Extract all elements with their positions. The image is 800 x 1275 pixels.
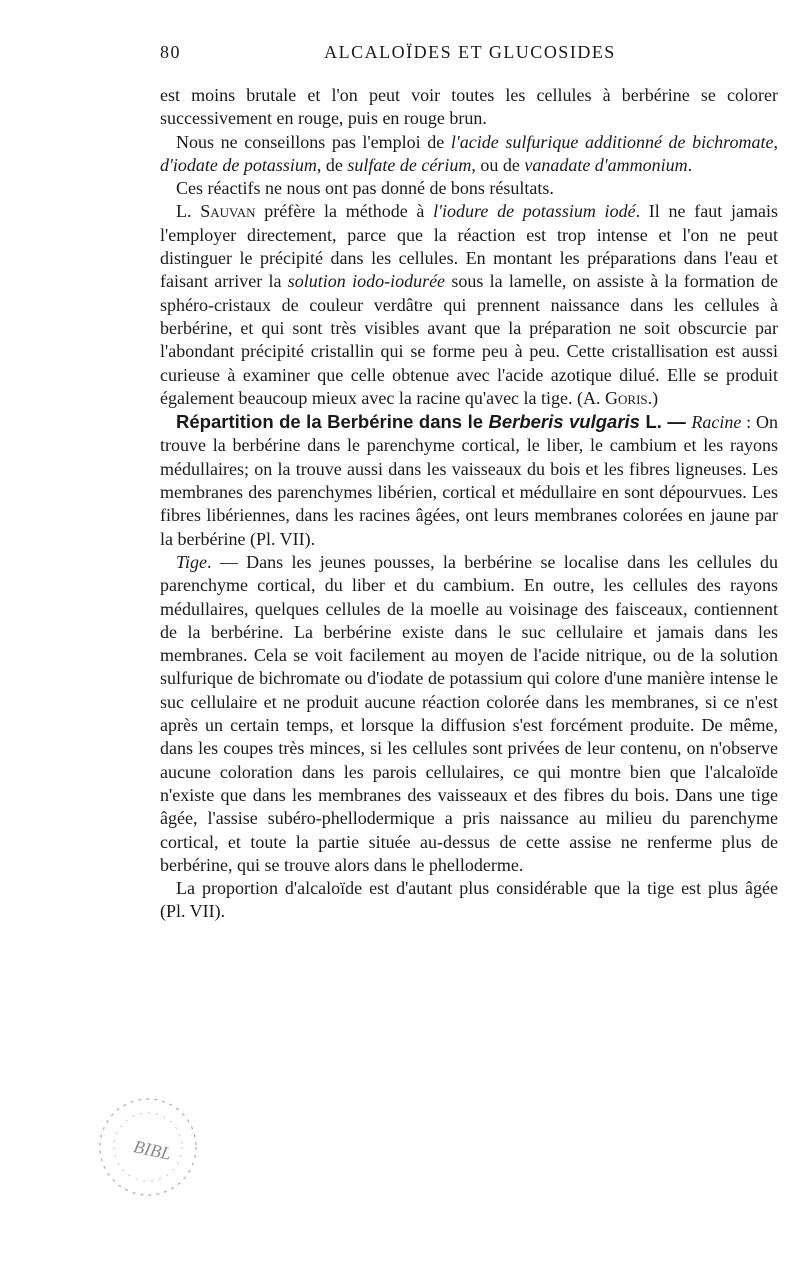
- body-text: [160, 84, 778, 924]
- library-stamp-icon: [86, 1085, 216, 1215]
- text-run: l'iodure de potassium iodé: [433, 201, 636, 222]
- text-run: solution iodo-iodurée: [287, 271, 446, 292]
- page-number: 80: [160, 42, 181, 62]
- text-run: sulfate de cérium: [347, 154, 472, 175]
- text-run: L. —: [639, 411, 692, 433]
- text-run: , de: [316, 154, 348, 175]
- paragraph: [160, 877, 778, 924]
- text-run: L.: [176, 201, 201, 222]
- text-run: sous la lamelle, on assiste à la formation de sphéro-cristaux de couleur verdâtre qui prennent naissance dans les cellules à berbérine, et qui sont très visibles avant que la préparation ne soit obscurcie par l'abondant précipité cristallin qui se forme peu à peu. Cette cristallisation est aussi curieuse à examiner que celle obtenue avec l'acide azotique dilué. Elle se produit également beaucoup mieux avec la racine qu'avec la tige. (A.: [160, 271, 778, 408]
- text-run: La proportion d'alcaloïde est d'autant plus considérable que la tige est plus âgée (Pl. VII).: [160, 878, 778, 922]
- paragraph: [160, 131, 778, 178]
- text-run: d'iodate de potassium: [160, 154, 317, 175]
- text-run: , ou de: [471, 154, 525, 175]
- text-run: Goris: [605, 387, 648, 408]
- text-run: Sauvan: [200, 201, 256, 222]
- text-run: vanadate d'ammonium: [524, 154, 688, 175]
- text-run: ,: [773, 131, 778, 152]
- text-run: . Il ne faut jamais l'employer directement, parce que la réaction est trop intense et l'on ne peut distinguer le précipité dans les cellules. En montant les préparations dans l'eau et faisant arriver la: [160, 201, 778, 292]
- text-run: Racine: [691, 412, 742, 433]
- page-header: [160, 42, 780, 66]
- paragraph: [160, 200, 778, 410]
- text-run: est moins brutale et l'on peut voir toutes les cellules à berbérine se colorer successivement en rouge, puis en rouge brun.: [160, 85, 778, 129]
- text-run: préfère la méthode à: [255, 201, 434, 222]
- paragraph: [160, 84, 778, 131]
- stamp-text: BIBL: [131, 1136, 174, 1164]
- running-title: ALCALOÏDES ET GLUCOSIDES: [324, 42, 616, 62]
- text-run: Répartition de la Berbérine dans le: [176, 411, 489, 433]
- paragraph: [160, 177, 778, 200]
- paragraph: [160, 551, 778, 877]
- text-run: . — Dans les jeunes pousses, la berbérine se localise dans les cellules du parenchyme cortical, du liber et du cambium. En outre, les cellules des rayons médullaires, quelques cellules de la moelle au voisinage des faisceaux, contiennent de la berbérine. La berbérine existe dans le suc cellulaire et jamais dans les membranes. Cela se voit facilement au moyen de l'acide nitrique, ou de la solution sulfurique de bichromate ou d'iodate de potassium qui colore d'une manière intense le suc cellulaire et ne produit aucune réaction colorée dans les membranes, si ce n'est après un certain temps, et lorsque la diffusion s'est forcément produite. De même, dans les coupes très minces, si les cellules sont privées de leur contenu, on n'observe aucune coloration dans les parois cellulaires, ce qui montre bien que l'alcaloïde n'existe que dans les membranes des vaisseaux et des fibres du bois. Dans une tige âgée, l'assise subéro-phellodermique a pris naissance au milieu du parenchyme cortical, et toute la partie située au-dessus de cette assise ne renferme plus de berbérine, qui se trouve alors dans le phelloderme.: [160, 551, 778, 875]
- text-run: Berberis vulgaris: [488, 411, 640, 433]
- text-run: .): [647, 387, 659, 408]
- paragraph: [160, 410, 778, 551]
- text-run: l'acide sulfurique additionné de bichromate: [450, 131, 774, 152]
- text-run: : On trouve la berbérine dans le parenchyme cortical, le liber, le cambium et les rayons médullaires; on la trouve aussi dans les vaisseaux du bois et les fibres ligneuses. Les membranes des parenchymes libérien, cortical et médullaire en sont dépourvues. Les fibres libériennes, dans les racines âgées, ont leurs membranes colorées en jaune par la berbérine (Pl. VII).: [160, 412, 779, 549]
- text-run: Nous ne conseillons pas l'emploi de: [176, 131, 451, 152]
- text-run: Tige: [176, 551, 208, 572]
- library-stamp: [86, 1085, 216, 1215]
- text-run: Ces réactifs ne nous ont pas donné de bons résultats.: [176, 178, 554, 199]
- text-run: .: [687, 154, 693, 175]
